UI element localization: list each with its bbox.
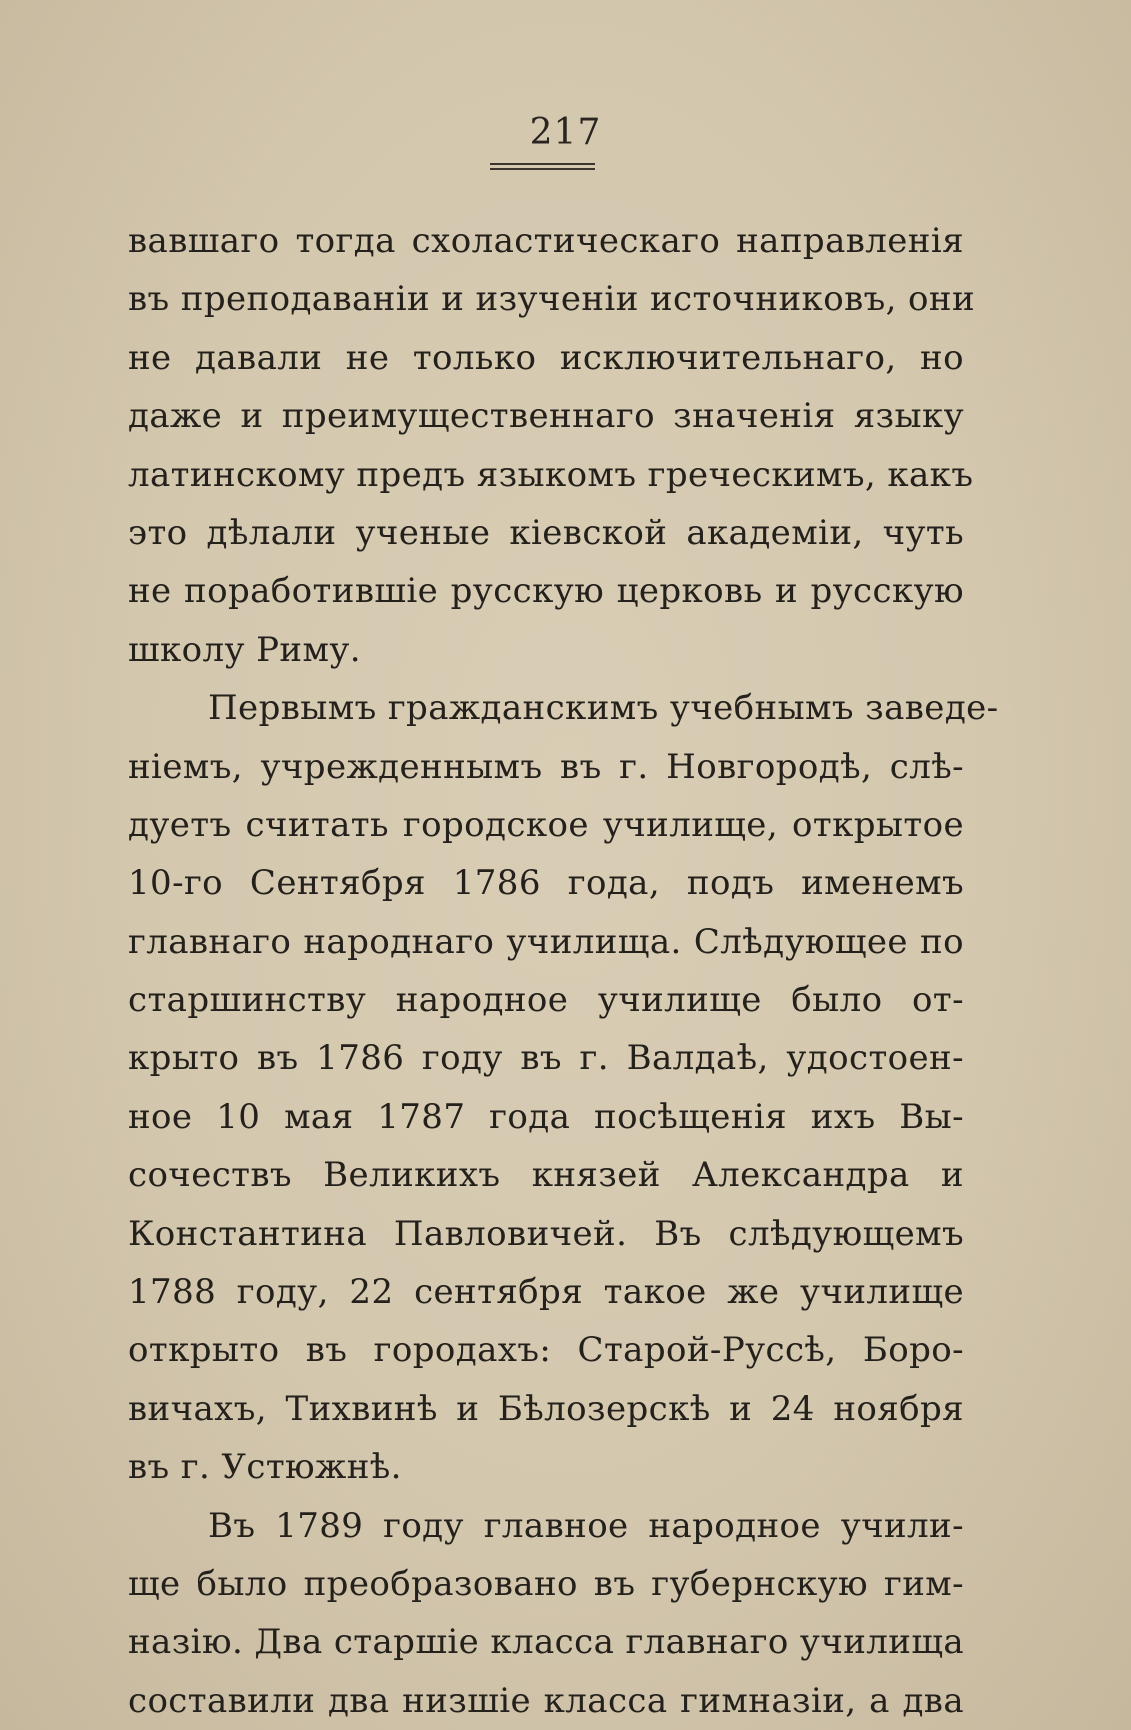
text-line: старшинству народное училище было от- <box>128 980 964 1021</box>
page-number: 217 <box>529 112 602 153</box>
text-line: вавшаго тогда схоластическаго направленія <box>128 221 964 261</box>
text-line: въ преподаваніи и изученіи источниковъ, они <box>128 279 976 320</box>
text-line: сочествъ Великихъ князей Александра и <box>128 1155 964 1196</box>
text-line: латинскому предъ языкомъ греческимъ, какъ <box>128 454 974 495</box>
text-line: Въ 1789 году главное народное учили- <box>208 1505 964 1546</box>
text-line: это дѣлали ученые кіевской академіи, чуть <box>128 512 964 553</box>
text-line: даже и преимущественнаго значенія языку <box>128 396 964 437</box>
text-line: 10-го Сентября 1786 года, подъ именемъ <box>128 863 964 904</box>
text-line: ное 10 мая 1787 года посѣщенія ихъ Вы- <box>128 1096 964 1137</box>
text-line: назію. Два старшіе класса главнаго училища <box>128 1622 964 1663</box>
text-line: ніемъ, учрежденнымъ въ г. Новгородѣ, слѣ- <box>128 746 964 787</box>
header-rule-top <box>490 163 595 165</box>
text-line: 1788 году, 22 сентября такое же училище <box>128 1272 964 1313</box>
text-line: Первымъ гражданскимъ учебнымъ заведе- <box>208 688 999 729</box>
text-line: составили два низшіе класса гимназіи, а два <box>128 1680 964 1721</box>
header-rule-bottom <box>490 168 595 170</box>
text-line: не поработившіе русскую церковь и русскую <box>128 571 964 612</box>
text-line: вичахъ, Тихвинѣ и Бѣлозерскѣ и 24 ноября <box>128 1388 964 1429</box>
text-line: не давали не только исключительнаго, но <box>128 337 964 378</box>
body-text <box>128 212 999 1730</box>
text-line: крыто въ 1786 году въ г. Валдаѣ, удостоен- <box>128 1038 964 1079</box>
text-line: главнаго народнаго училища. Слѣдующее по <box>128 921 964 962</box>
text-line: открыто въ городахъ: Старой-Руссѣ, Боро- <box>128 1330 964 1371</box>
text-line: Константина Павловичей. Въ слѣдующемъ <box>128 1213 964 1254</box>
text-line: въ г. Устюжнѣ. <box>128 1447 402 1488</box>
text-line: дуетъ считать городское училище, открытое <box>128 804 964 845</box>
text-line: ще было преобразовано въ губернскую гим- <box>128 1563 964 1604</box>
text-line: школу Риму. <box>128 629 361 670</box>
